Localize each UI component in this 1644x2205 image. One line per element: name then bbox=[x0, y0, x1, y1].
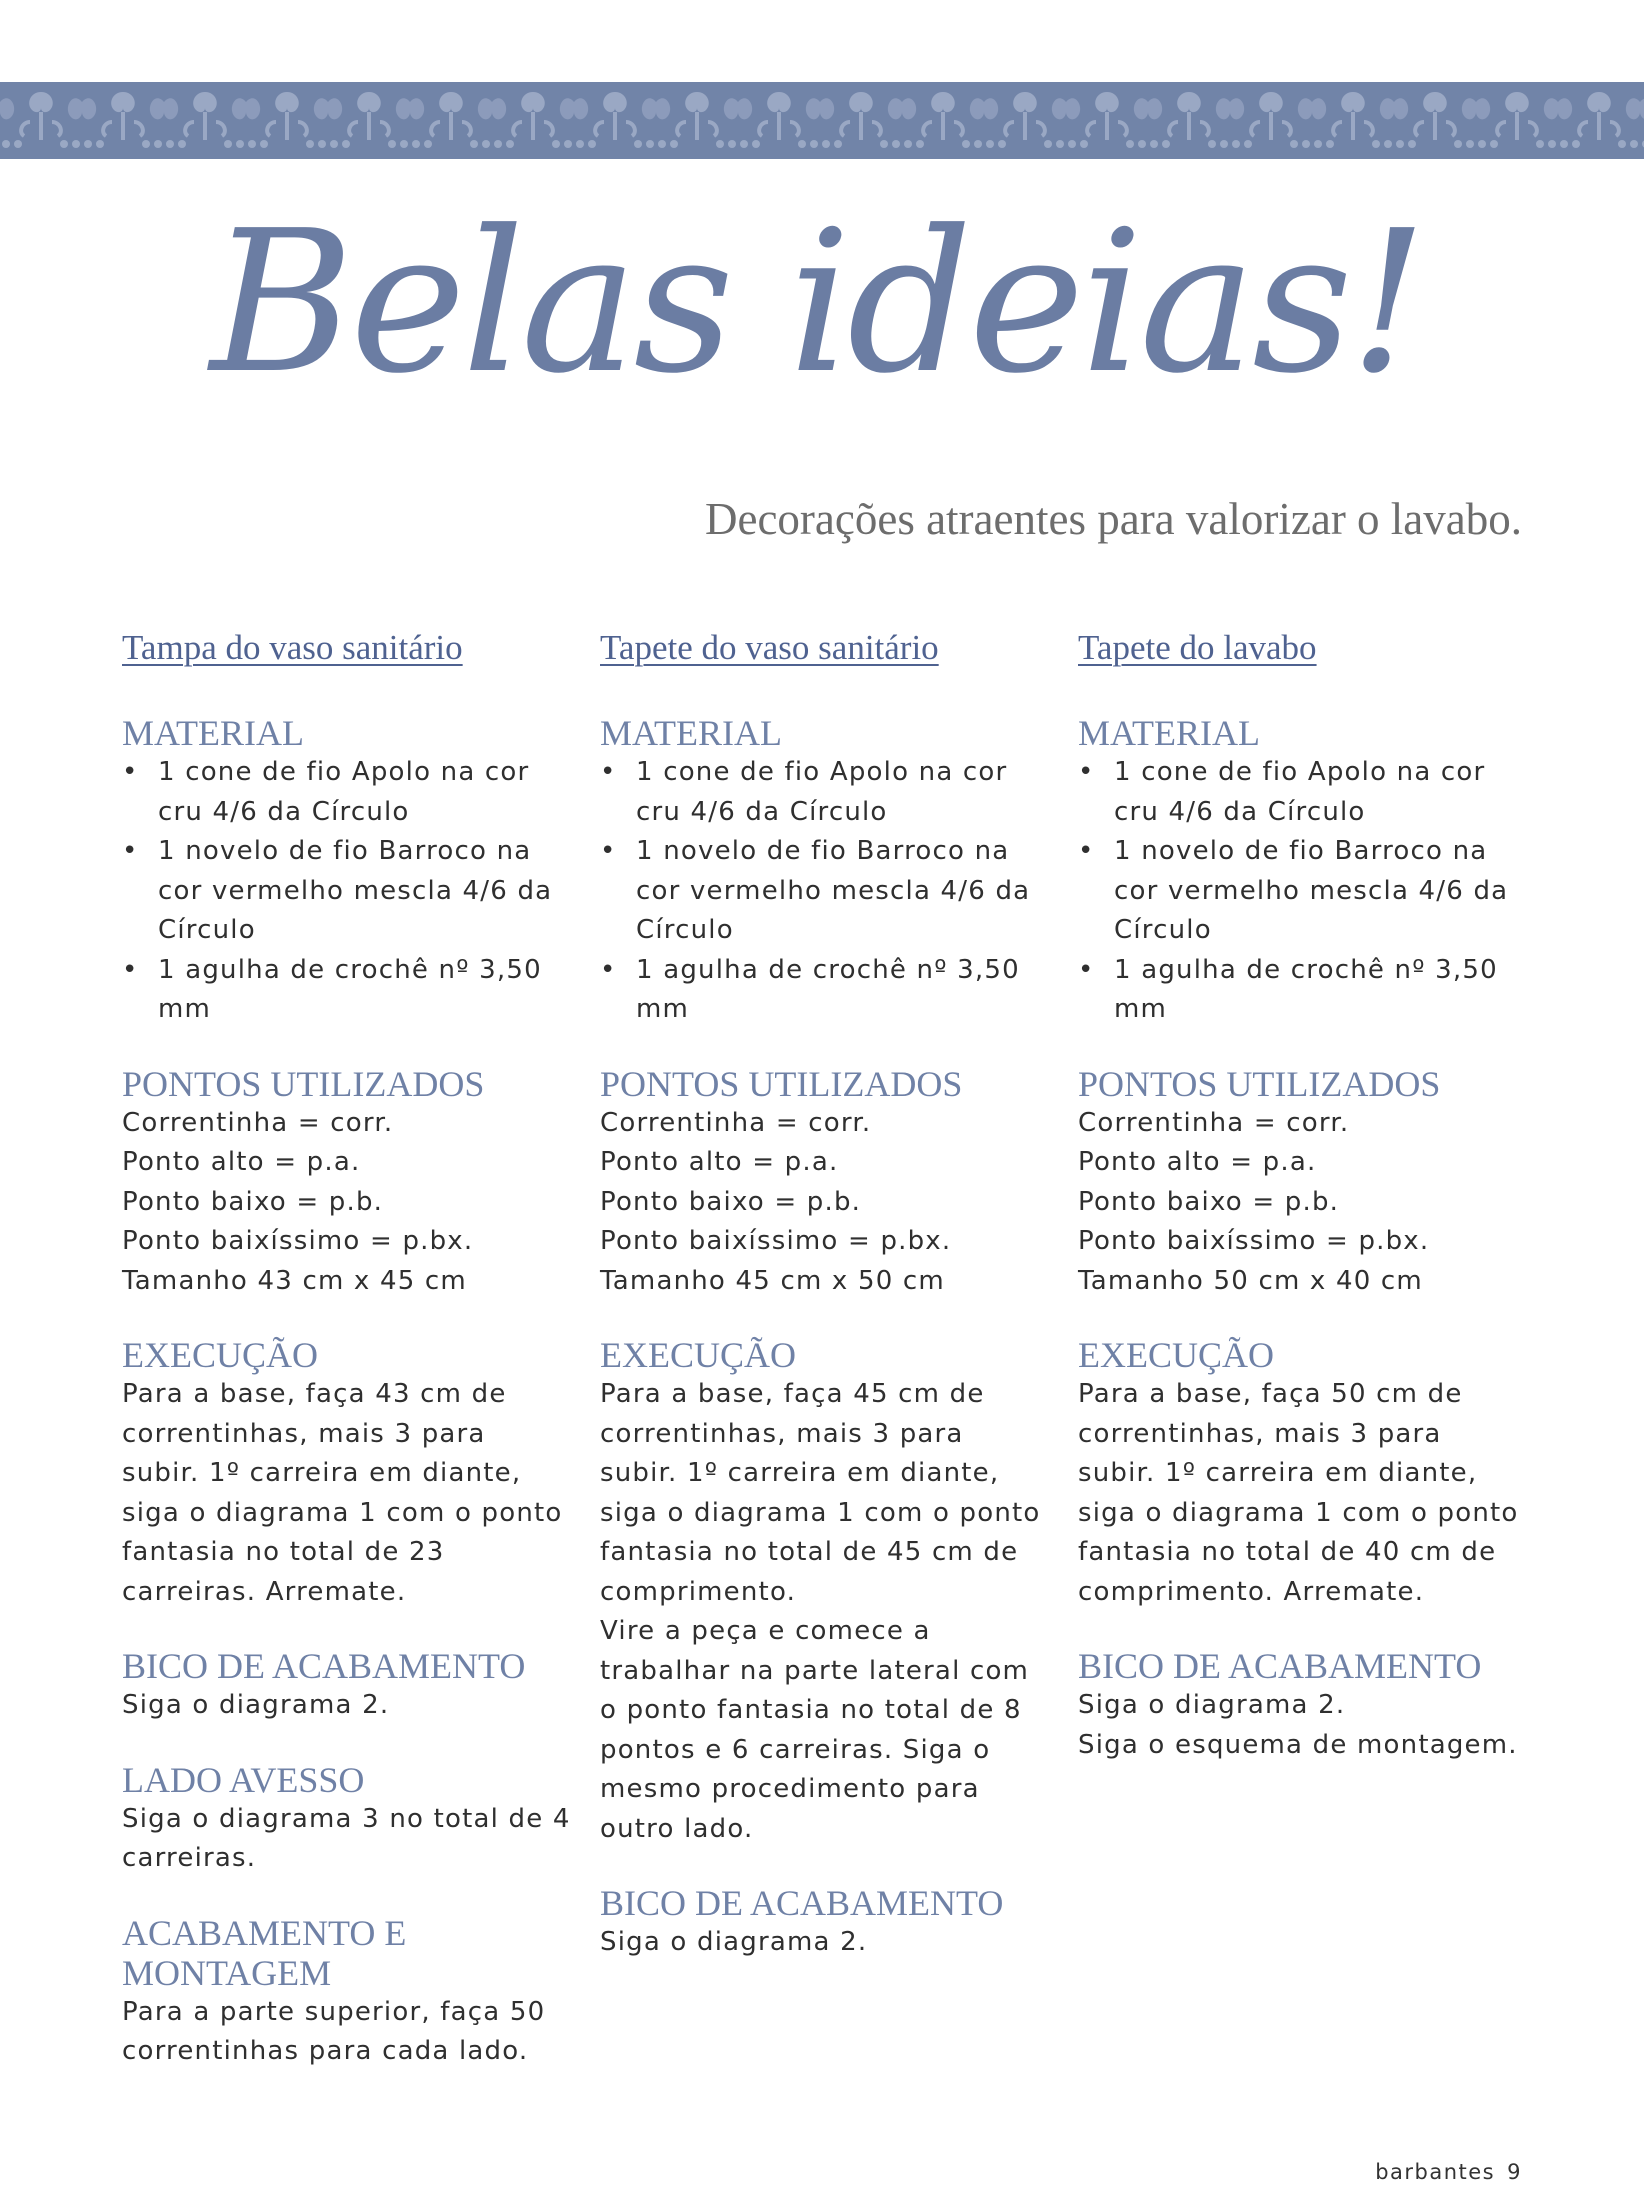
list-item bbox=[122, 951, 572, 1030]
bullet-icon: • bbox=[1078, 954, 1095, 985]
list-item-text: 1 cone de fio Apolo na cor cru 4/6 da Círculo bbox=[636, 757, 1008, 827]
bullet-icon: • bbox=[600, 757, 617, 787]
section-body: Siga o diagrama 3 no total de 4 carreiras. bbox=[122, 1803, 571, 1873]
line: Tamanho 50 cm x 40 cm bbox=[1078, 1265, 1423, 1296]
line: Ponto baixíssimo = p.bx. bbox=[122, 1226, 474, 1256]
bullet-icon: • bbox=[1078, 757, 1095, 787]
section-body: Para a base, faça 50 cm de correntinhas, mais 3 para subir. 1º carreira em diante, siga o diagrama 1 com o ponto fantasia no total de 40 cm de comprimento. Arremate. bbox=[1078, 1379, 1519, 1607]
list-item-text: 1 agulha de crochê nº 3,50 mm bbox=[158, 954, 542, 1024]
decorative-banner bbox=[0, 82, 1644, 159]
montagem-section bbox=[122, 1913, 572, 2072]
list-item bbox=[600, 951, 1050, 1030]
section-heading: EXECUÇÃO bbox=[600, 1335, 796, 1375]
list-item bbox=[122, 753, 572, 832]
page-footer bbox=[1375, 2160, 1522, 2184]
page-subtitle: Decorações atraentes para valorizar o lavabo. bbox=[704, 494, 1522, 544]
magazine-name: barbantes bbox=[1375, 2160, 1496, 2184]
line: Ponto baixo = p.b. bbox=[600, 1186, 862, 1217]
line: Tamanho 45 cm x 50 cm bbox=[600, 1265, 945, 1296]
paragraph: Vire a peça e comece a trabalhar na parte lateral com o ponto fantasia no total de 8 pontos e 6 carreiras. Siga o mesmo procedimento para outro lado. bbox=[600, 1616, 1030, 1844]
bico-section bbox=[122, 1646, 572, 1726]
list-item-text: 1 agulha de crochê nº 3,50 mm bbox=[1114, 954, 1498, 1024]
section-heading: MATERIAL bbox=[122, 713, 304, 753]
material-list bbox=[1078, 753, 1528, 1030]
page-title: Belas ideias! bbox=[210, 189, 1424, 417]
section-heading: BICO DE ACABAMENTO bbox=[1078, 1646, 1482, 1686]
list-item bbox=[1078, 832, 1528, 951]
section-heading: EXECUÇÃO bbox=[122, 1335, 318, 1375]
section-body bbox=[122, 1104, 572, 1302]
bullet-icon: • bbox=[122, 757, 139, 787]
pontos-section bbox=[600, 1064, 1050, 1302]
section-body bbox=[600, 1104, 1050, 1302]
line: Ponto baixíssimo = p.bx. bbox=[1078, 1226, 1430, 1256]
execucao-section bbox=[600, 1335, 1050, 1849]
pontos-section bbox=[1078, 1064, 1528, 1302]
column-tapete-lavabo bbox=[1078, 628, 1528, 1799]
list-item-text: 1 cone de fio Apolo na cor cru 4/6 da Círculo bbox=[158, 757, 530, 827]
section-body bbox=[600, 1375, 1050, 1849]
section-body bbox=[1078, 1686, 1528, 1765]
section-heading: MATERIAL bbox=[1078, 713, 1260, 753]
column-title: Tapete do vaso sanitário bbox=[600, 628, 939, 667]
bullet-icon: • bbox=[122, 836, 139, 866]
avesso-section bbox=[122, 1760, 572, 1879]
section-body: Siga o diagrama 2. bbox=[122, 1690, 390, 1720]
column-tampa bbox=[122, 628, 572, 2106]
line: Ponto alto = p.a. bbox=[600, 1147, 839, 1177]
column-title: Tampa do vaso sanitário bbox=[122, 628, 463, 667]
bullet-icon: • bbox=[600, 836, 617, 866]
list-item bbox=[1078, 753, 1528, 832]
material-list bbox=[600, 753, 1050, 1030]
material-list bbox=[122, 753, 572, 1030]
line: Siga o esquema de montagem. bbox=[1078, 1729, 1518, 1760]
bico-section bbox=[1078, 1646, 1528, 1765]
line: Ponto baixo = p.b. bbox=[1078, 1186, 1340, 1217]
section-heading: LADO AVESSO bbox=[122, 1759, 365, 1800]
list-item bbox=[600, 753, 1050, 832]
line: Correntinha = corr. bbox=[1078, 1107, 1350, 1138]
list-item-text: 1 novelo de fio Barroco na cor vermelho mescla 4/6 da Círculo bbox=[1114, 836, 1509, 945]
bullet-icon: • bbox=[600, 954, 617, 985]
line: Ponto baixíssimo = p.bx. bbox=[600, 1226, 952, 1256]
section-heading: MATERIAL bbox=[600, 713, 782, 753]
line: Correntinha = corr. bbox=[600, 1107, 872, 1138]
column-tapete-vaso bbox=[600, 628, 1050, 1997]
material-section bbox=[122, 713, 572, 1030]
line: Ponto alto = p.a. bbox=[1078, 1147, 1317, 1177]
material-section bbox=[1078, 713, 1528, 1030]
section-heading: BICO DE ACABAMENTO bbox=[122, 1646, 526, 1686]
section-heading: PONTOS UTILIZADOS bbox=[1078, 1063, 1441, 1104]
line: Ponto baixo = p.b. bbox=[122, 1186, 384, 1217]
section-heading: BICO DE ACABAMENTO bbox=[600, 1883, 1004, 1923]
pontos-section bbox=[122, 1064, 572, 1302]
list-item-text: 1 novelo de fio Barroco na cor vermelho mescla 4/6 da Círculo bbox=[158, 836, 553, 945]
page-number: 9 bbox=[1507, 2160, 1522, 2184]
bico-section bbox=[600, 1883, 1050, 1963]
execucao-section bbox=[122, 1335, 572, 1612]
line: Correntinha = corr. bbox=[122, 1107, 394, 1138]
list-item-text: 1 novelo de fio Barroco na cor vermelho mescla 4/6 da Círculo bbox=[636, 836, 1031, 945]
list-item-text: 1 agulha de crochê nº 3,50 mm bbox=[636, 954, 1020, 1024]
bullet-icon: • bbox=[1078, 836, 1095, 866]
list-item bbox=[600, 832, 1050, 951]
section-heading: PONTOS UTILIZADOS bbox=[600, 1063, 963, 1104]
paragraph: Para a base, faça 45 cm de correntinhas, mais 3 para subir. 1º carreira em diante, siga o diagrama 1 com o ponto fantasia no total de 45 cm de comprimento. bbox=[600, 1379, 1041, 1607]
line: Siga o diagrama 2. bbox=[1078, 1690, 1346, 1720]
damask-pattern-icon bbox=[0, 82, 1644, 159]
list-item bbox=[1078, 951, 1528, 1030]
material-section bbox=[600, 713, 1050, 1030]
section-heading: PONTOS UTILIZADOS bbox=[122, 1063, 485, 1104]
list-item bbox=[122, 832, 572, 951]
section-body: Para a parte superior, faça 50 correntinhas para cada lado. bbox=[122, 1996, 546, 2066]
line: Ponto alto = p.a. bbox=[122, 1147, 361, 1177]
section-heading: ACABAMENTO E MONTAGEM bbox=[122, 1912, 407, 1993]
list-item-text: 1 cone de fio Apolo na cor cru 4/6 da Círculo bbox=[1114, 757, 1486, 827]
bullet-icon: • bbox=[122, 954, 139, 985]
execucao-section bbox=[1078, 1335, 1528, 1612]
section-heading: EXECUÇÃO bbox=[1078, 1335, 1274, 1375]
section-body bbox=[1078, 1104, 1528, 1302]
section-body: Siga o diagrama 2. bbox=[600, 1927, 868, 1957]
line: Tamanho 43 cm x 45 cm bbox=[122, 1265, 467, 1296]
column-title: Tapete do lavabo bbox=[1078, 628, 1317, 667]
section-body: Para a base, faça 43 cm de correntinhas, mais 3 para subir. 1º carreira em diante, siga o diagrama 1 com o ponto fantasia no total de 23 carreiras. Arremate. bbox=[122, 1379, 563, 1607]
